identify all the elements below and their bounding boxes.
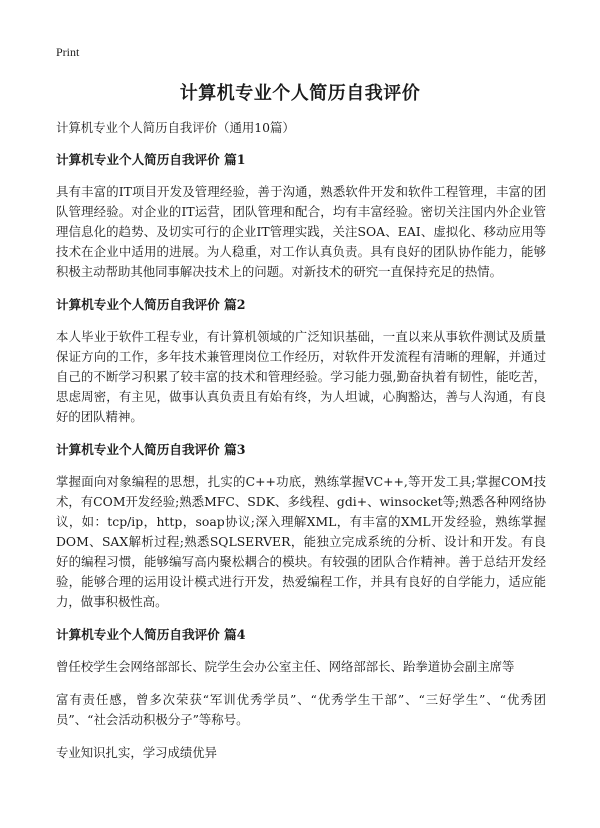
paragraph: 掌握面向对象编程的思想，扎实的C++功底，熟练掌握VC++,等开发工具;掌握COM技术，有COM开发经验;熟悉MFC、SDK、多线程、gdi+、winsocket等;熟悉各种网络协议，如：tcp/ip，http，soap协议;深入理解XML，有丰富的XML开发经验，熟练掌握DOM、SAX解析过程;熟悉SQLSERVER，能独立完成系统的分析、设计和开发。有良好的编程习惯，能够编写高内聚松耦合的模块。有较强的团队合作精神。善于总结开发经验，能够合理的运用设计模式进行开发，热爱编程工作，并具有良好的自学能力，适应能力，做事积极性高。 (56, 474, 546, 609)
section-heading: 计算机专业个人简历自我评价 篇2 (56, 297, 246, 312)
paragraph: 本人毕业于软件工程专业，有计算机领域的广泛知识基础，一直以来从事软件测试及质量保证方向的工作，多年技术兼管理岗位工作经历，对软件开发流程有清晰的理解，并通过自己的不断学习积累了较丰富的技术和管理经验。学习能力强,勤奋执着有韧性，能吃苦，思虑周密，有主见，做事认真负责且有始有终，为人坦诚，心胸豁达，善与人沟通，有良好的团队精神。 (56, 329, 546, 424)
section-heading: 计算机专业个人简历自我评价 篇3 (56, 442, 246, 457)
paragraph: 专业知识扎实，学习成绩优异 (56, 745, 218, 760)
page-title: 计算机专业个人简历自我评价 (179, 83, 421, 104)
section-heading: 计算机专业个人简历自我评价 篇1 (56, 152, 246, 167)
section-body (56, 182, 546, 282)
section-3 (56, 440, 546, 612)
print-link[interactable]: Print (56, 45, 80, 59)
section-1 (56, 150, 546, 282)
section-4 (56, 625, 546, 763)
section-heading: 计算机专业个人简历自我评价 篇4 (56, 627, 246, 642)
section-body (56, 657, 546, 763)
section-body (56, 327, 546, 427)
document-subtitle: 计算机专业个人简历自我评价（通用10篇） (56, 120, 295, 135)
section-body (56, 472, 546, 612)
paragraph: 具有丰富的IT项目开发及管理经验，善于沟通，熟悉软件开发和软件工程管理，丰富的团队管理经验。对企业的IT运营，团队管理和配合，均有丰富经验。密切关注国内外企业管理信息化的趋势、及切实可行的企业IT管理实践，关注SOA、EAI、虚拟化、移动应用等技术在企业中适用的进展。为人稳重，对工作认真负责。具有良好的团队协作能力，能够积极主动帮助其他同事解决技术上的问题。对新技术的研究一直保持充足的热情。 (56, 184, 546, 279)
paragraph: 曾任校学生会网络部部长、院学生会办公室主任、网络部部长、跆拳道协会副主席等 (56, 659, 515, 674)
paragraph: 富有责任感，曾多次荣获“军训优秀学员”、“优秀学生干部”、“三好学生”、“优秀团员”、“社会活动积极分子”等称号。 (56, 692, 546, 727)
document-content (56, 118, 546, 776)
section-2 (56, 295, 546, 427)
